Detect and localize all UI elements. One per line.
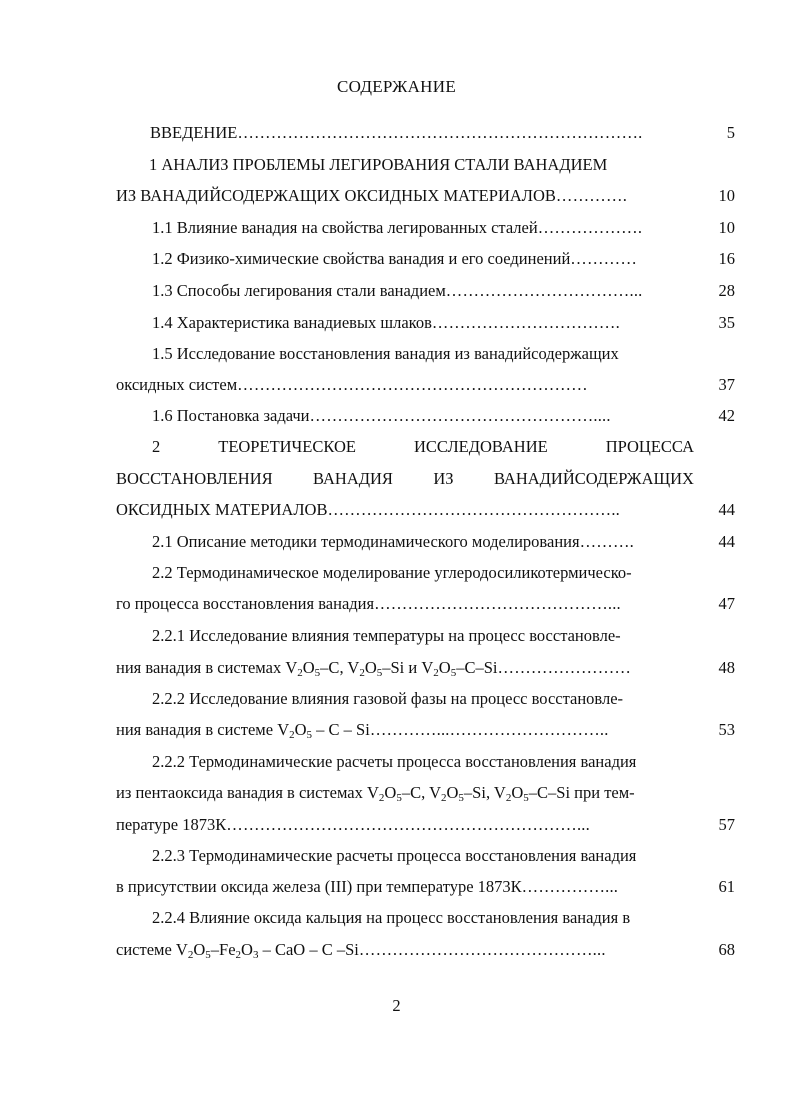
toc-entry-title: 1.3 Способы легирования стали ванадием [152, 281, 446, 300]
toc-entry-title: ОКСИДНЫХ МАТЕРИАЛОВ [116, 500, 328, 519]
toc-page-number: 42 [718, 406, 735, 425]
toc-page-number: 10 [718, 186, 735, 205]
toc-entry-2-2-1-line2 [116, 658, 631, 678]
toc-word: ПРОЦЕССА [605, 437, 694, 456]
toc-page-number: 35 [718, 313, 735, 332]
formula: $V_2O_5-Fe_2O_3$ – CaO – C –Si [175, 940, 359, 961]
toc-leader-dots: …………………… [497, 658, 632, 677]
toc-page-number: 37 [718, 375, 735, 394]
toc-entry-2-2-2b-line3 [116, 815, 590, 835]
toc-leader-dots: ………. [579, 532, 635, 551]
toc-leader-dots: ………………………………………………………………. [237, 123, 643, 142]
toc-leader-dots: …………...……………………….. [369, 720, 609, 739]
toc-page-number: 10 [718, 218, 735, 237]
toc-leader-dots: ……………... [521, 877, 619, 896]
toc-entry-title: 2.2.2 Исследование влияния газовой фазы на процесс восстановле- [152, 689, 624, 708]
toc-entry-2-2-3-line2 [116, 877, 618, 897]
toc-entry-2-2-line1 [152, 563, 694, 583]
toc-page-number: 48 [718, 658, 735, 677]
toc-entry-title: 2.2 Термодинамическое моделирование углеродосиликотермическо- [152, 563, 632, 582]
toc-word: ИЗ [433, 469, 454, 488]
toc-entry-1-5-line2 [116, 375, 588, 395]
toc-entry-2-1 [152, 532, 634, 552]
toc-entry-title: при тем- [574, 783, 635, 802]
toc-leader-dots: ………………. [537, 218, 643, 237]
toc-entry-title: в присутствии оксида железа (III) при температуре 1873К [116, 877, 522, 896]
toc-entry-chapter-2-line3 [116, 500, 620, 520]
toc-entry-1-4 [152, 313, 620, 333]
toc-entry-title: ния ванадия в системе [116, 720, 274, 739]
toc-entry-title: 2.2.2 Термодинамические расчеты процесса восстановления ванадия [152, 752, 637, 771]
toc-entry-1-6 [152, 406, 611, 426]
toc-entry-title: оксидных систем [116, 375, 238, 394]
toc-entry-title: 1.2 Физико-химические свойства ванадия и его соединений [152, 249, 571, 268]
toc-entry-title: 2.1 Описание методики термодинамического моделирования [152, 532, 580, 551]
toc-leader-dots: ………… [570, 249, 638, 268]
toc-leader-dots: ……………………………. [431, 313, 620, 332]
toc-entry-title: го процесса восстановления ванадия [116, 594, 375, 613]
toc-entry-title: 2.2.4 Влияние оксида кальция на процесс восстановления ванадия в [152, 908, 631, 927]
toc-entry-title: 1.4 Характеристика ванадиевых шлаков [152, 313, 432, 332]
toc-entry-title: системе [116, 940, 172, 959]
toc-word: ВАНАДИЙСОДЕРЖАЩИХ [493, 469, 694, 488]
toc-leader-dots: …………………………………………….. [327, 500, 621, 519]
toc-entry-2-2-2b-line2 [116, 783, 635, 803]
toc-entry-introduction [150, 123, 642, 143]
toc-entry-chapter-1-line2 [116, 186, 627, 206]
toc-entry-2-2-4-line1 [152, 908, 694, 928]
toc-page-number: 44 [718, 500, 735, 519]
toc-leader-dots: ……………………………... [445, 281, 643, 300]
toc-entry-2-2-4-line2 [116, 940, 606, 960]
toc-word: ВАНАДИЯ [313, 469, 393, 488]
toc-word: 2 [152, 437, 161, 456]
toc-entry-title: ния ванадия в системах [116, 658, 282, 677]
toc-leader-dots: …………. [555, 186, 628, 205]
toc-entry-title: 2.2.1 Исследование влияния температуры на процесс восстановле- [152, 626, 621, 645]
toc-entry-1-2 [152, 249, 637, 269]
toc-word: ИССЛЕДОВАНИЕ [413, 437, 548, 456]
toc-page-number: 53 [718, 720, 735, 739]
toc-word: ВОССТАНОВЛЕНИЯ [116, 469, 273, 488]
toc-entry-title: ВВЕДЕНИЕ [150, 123, 238, 142]
toc-word: ТЕОРЕТИЧЕСКОЕ [218, 437, 356, 456]
toc-entry-1-1 [152, 218, 642, 238]
toc-entry-chapter-1-line1: 1 АНАЛИЗ ПРОБЛЕМЫ ЛЕГИРОВАНИЯ СТАЛИ ВАНАДИЕМ [149, 155, 608, 174]
toc-page-number: 68 [718, 940, 735, 959]
toc-leader-dots: ……………………………………... [358, 940, 606, 959]
page-title: СОДЕРЖАНИЕ [336, 77, 457, 96]
toc-entry-2-2-2b-line1 [152, 752, 694, 772]
toc-entry-title: ИЗ ВАНАДИЙСОДЕРЖАЩИХ ОКСИДНЫХ МАТЕРИАЛОВ [116, 186, 556, 205]
toc-entry-2-2-2-line1 [152, 689, 694, 709]
toc-leader-dots: ………………………………………………………... [226, 815, 590, 834]
toc-entry-chapter-2-line1 [152, 437, 694, 457]
toc-leader-dots: ……………………………………... [374, 594, 621, 613]
toc-entry-2-2-1-line1 [152, 626, 694, 646]
toc-entry-2-2-3-line1 [152, 846, 694, 866]
toc-entry-title: 1.5 Исследование восстановления ванадия из ванадийсодержащих [152, 344, 619, 363]
toc-entry-title: из пентаоксида ванадия в системах [116, 783, 363, 802]
toc-entry-chapter-2-line2 [116, 469, 694, 489]
toc-entry-2-2-line2 [116, 594, 621, 614]
toc-entry-1-5-line1 [152, 344, 694, 364]
toc-page-number: 57 [718, 815, 735, 834]
toc-entry-title: 1.1 Влияние ванадия на свойства легированных сталей [152, 218, 538, 237]
toc-entry-title: пературе 1873К [116, 815, 227, 834]
toc-entry-2-2-2-line2 [116, 720, 609, 740]
toc-page-number: 44 [718, 532, 735, 551]
toc-leader-dots: ……………………………………………………… [237, 375, 588, 394]
toc-page-number: 16 [718, 249, 735, 268]
toc-page-number: 47 [718, 594, 735, 613]
toc-page-number: 61 [718, 877, 735, 896]
formula: $V_2O_5-C$, $V_2O_5-Si$ и $V_2O_5-C-Si$ [285, 658, 498, 679]
formula: $V_2O_5$ – C – Si [277, 720, 370, 741]
toc-entry-1-3 [152, 281, 642, 301]
toc-page-number: 5 [726, 123, 735, 142]
toc-page-number: 28 [718, 281, 735, 300]
toc-leader-dots: …………………………………………….... [309, 406, 611, 425]
toc-entry-title: 2.2.3 Термодинамические расчеты процесса восстановления ванадия [152, 846, 637, 865]
page-number-footer: 2 [392, 996, 401, 1015]
toc-entry-title: 1.6 Постановка задачи [152, 406, 310, 425]
formula: $V_2O_5-C$, $V_2O_5-Si$, $V_2O_5-C-Si$ [367, 783, 571, 804]
